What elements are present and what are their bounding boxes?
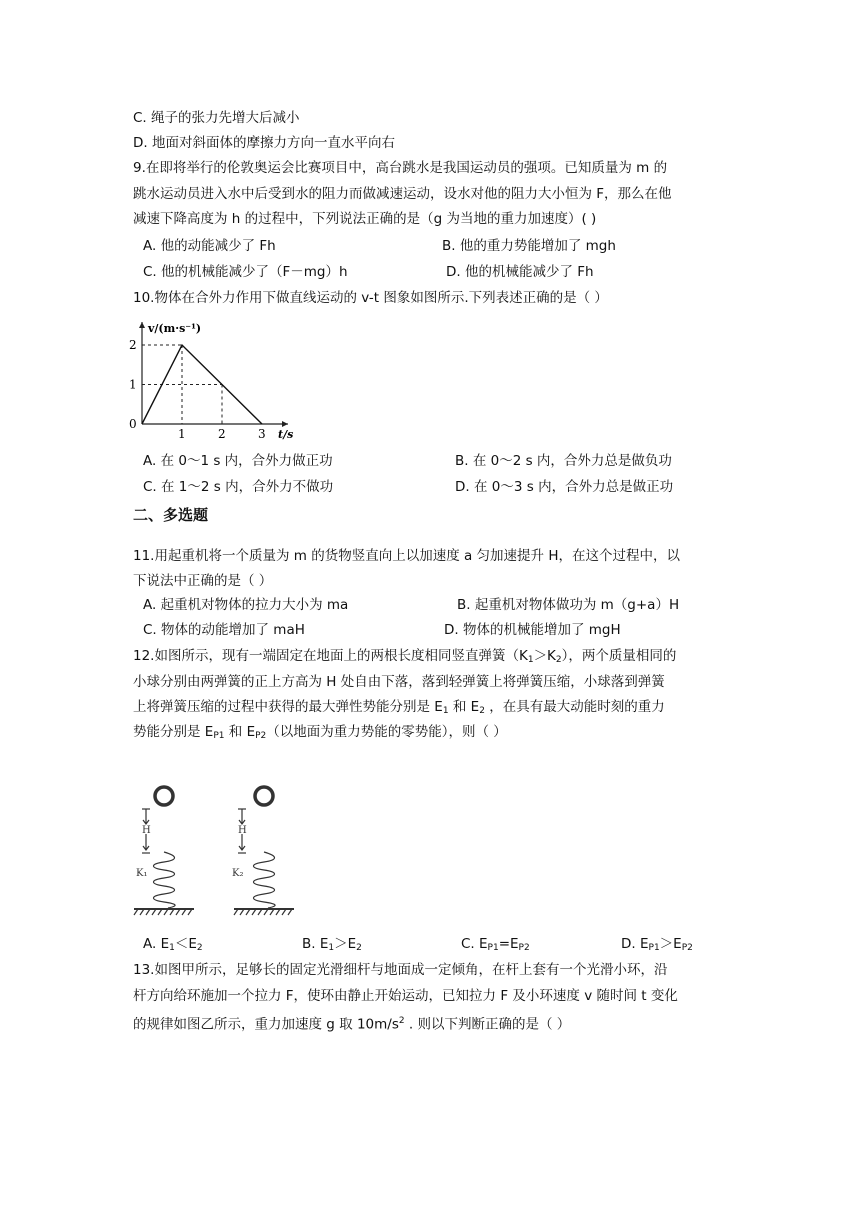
ball-left [155, 787, 173, 805]
q10-stem: 10.物体在合外力作用下做直线运动的 v-t 图象如图所示.下列表述正确的是（ ） [133, 290, 608, 306]
y-axis-arrow [139, 322, 145, 328]
height-label-left: H [142, 825, 151, 836]
q11-option-c: C. 物体的动能增加了 maH [143, 622, 305, 638]
y-axis-label: v/(m·s⁻¹) [148, 322, 202, 335]
q12-option-d: D. $E_{P1}>E_{P2}$ [621, 936, 693, 953]
q10-option-b: B. 在 0～2 s 内，合外力总是做负功 [455, 453, 672, 469]
x-tick-label: 3 [258, 427, 266, 440]
x-axis-label: t/s [278, 428, 294, 440]
q13-stem-line3: 的规律如图乙所示，重力加速度 g 取 $10m/s^2$ . 则以下判断正确的是（ ） [133, 1016, 571, 1033]
ball-right [255, 787, 273, 805]
q12-stem-line3: 上将弹簧压缩的过程中获得的最大弹性势能分别是 $E_1$ 和 $E_2$ ，在具有最大动能时刻的重力 [133, 699, 665, 716]
q12-stem-line2: 小球分别由两弹簧的正上方高为 H 处自由下落，落到轻弹簧上将弹簧压缩，小球落到弹簧 [133, 674, 665, 690]
q9-stem-line3: 减速下降高度为 h 的过程中，下列说法正确的是（g 为当地的重力加速度）( ) [133, 211, 597, 227]
height-label-right: H [238, 825, 247, 836]
q10-option-a: A. 在 0～1 s 内，合外力做正功 [143, 453, 333, 469]
q8-option-d: D. 地面对斜面体的摩擦力方向一直水平向右 [133, 135, 395, 151]
section-heading: 二、多选题 [133, 506, 209, 524]
q9-stem-line2: 跳水运动员进入水中后受到水的阻力而做减速运动，设水对他的阻力大小恒为 F，那么在他 [133, 186, 672, 202]
q12-stem-line4: 势能分别是 $E_{P1}$ 和 $E_{P2}$（以地面为重力势能的零势能），则（ ） [133, 724, 507, 741]
q10-option-d: D. 在 0～3 s 内，合外力总是做正功 [455, 479, 674, 495]
x-tick-label: 1 [178, 427, 186, 440]
vt-graph [120, 316, 310, 440]
q9-option-a: A. 他的动能减少了 Fh [143, 238, 276, 254]
q9-option-d: D. 他的机械能减少了 Fh [446, 264, 594, 280]
x-tick-label: 2 [218, 427, 226, 440]
q13-stem-line2: 杆方向给环施加一个拉力 F，使环由静止开始运动，已知拉力 F 及小环速度 v 随时间 t 变化 [133, 988, 678, 1004]
q12-stem-line1: 12.如图所示，现有一端固定在地面上的两根长度相同竖直弹簧$(K_1>K_2)$，两个质量相同的 [133, 648, 677, 665]
spring-label-right: K₂ [232, 868, 244, 879]
q9-stem-line1: 9.在即将举行的伦敦奥运会比赛项目中，高台跳水是我国运动员的强项。已知质量为 m 的 [133, 160, 668, 176]
q9-option-c: C. 他的机械能减少了（F－mg）h [143, 264, 348, 280]
y-tick-label: 2 [129, 338, 137, 352]
origin-label: 0 [129, 417, 137, 431]
spring-right [254, 852, 276, 908]
q11-stem-line1: 11.用起重机将一个质量为 m 的货物竖直向上以加速度 a 匀加速提升 H，在这个过程中，以 [133, 548, 680, 564]
q11-option-b: B. 起重机对物体做功为 m（g+a）H [457, 597, 680, 613]
q12-option-c: C. $E_{P1}=E_{P2}$ [461, 936, 530, 953]
q8-option-c: C. 绳子的张力先增大后减小 [133, 110, 300, 126]
q13-stem-line1: 13.如图甲所示，足够长的固定光滑细杆与地面成一定倾角，在杆上套有一个光滑小环，沿 [133, 962, 668, 978]
x-axis-arrow [282, 421, 288, 427]
q12-option-b: B. $E_1>E_2$ [302, 936, 362, 953]
q11-stem-line2: 下说法中正确的是（ ） [133, 573, 273, 589]
q12-option-a: A. $E_1<E_2$ [143, 936, 203, 953]
q11-option-d: D. 物体的机械能增加了 mgH [444, 622, 621, 638]
q9-option-b: B. 他的重力势能增加了 mgh [442, 238, 616, 254]
q11-option-a: A. 起重机对物体的拉力大小为 ma [143, 597, 349, 613]
q10-option-c: C. 在 1～2 s 内，合外力不做功 [143, 479, 334, 495]
y-tick-label: 1 [129, 377, 137, 392]
spring-left [154, 852, 176, 908]
spring-label-left: K₁ [136, 868, 148, 879]
spring-figure [128, 778, 298, 918]
